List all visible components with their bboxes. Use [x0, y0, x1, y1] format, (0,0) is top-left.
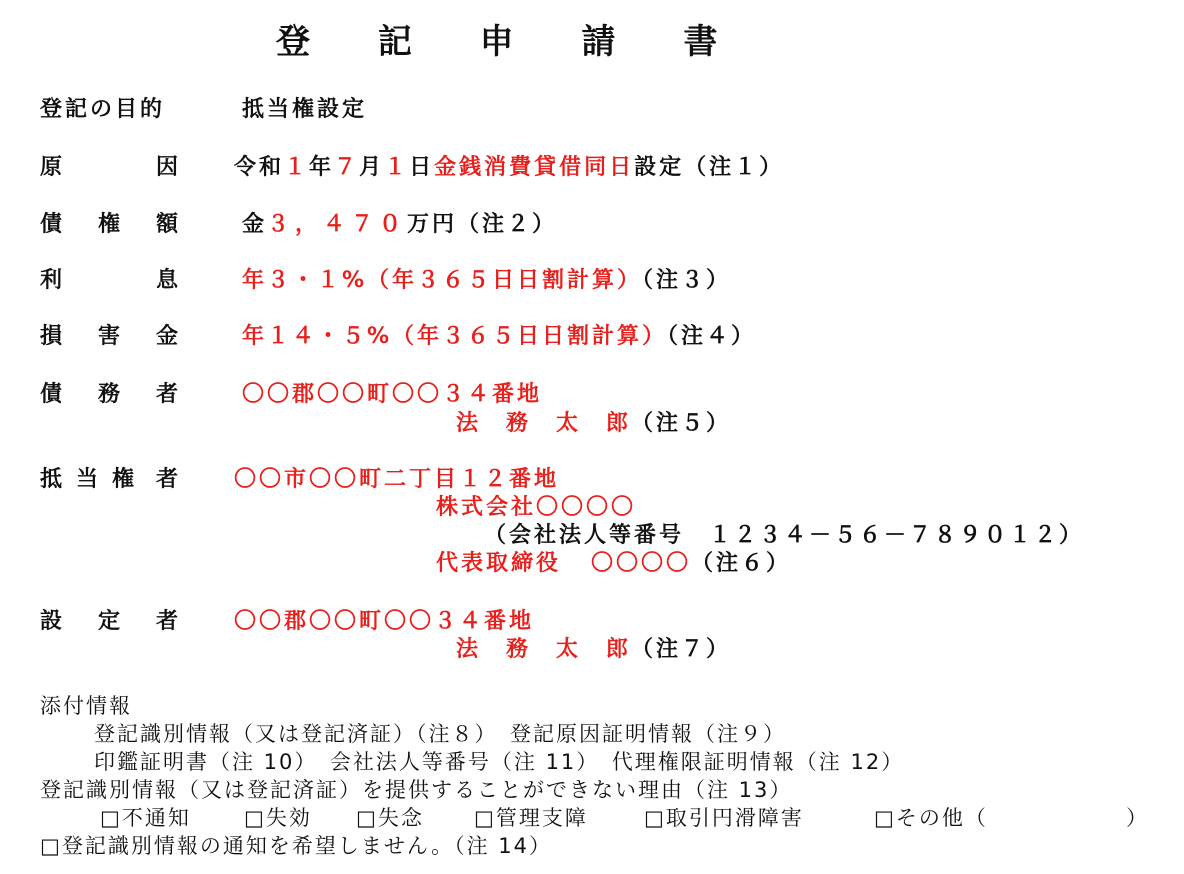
cause-contract: 金銭消費貸借同日: [434, 155, 635, 180]
grantor-address: 〇〇郡〇〇町〇〇３４番地: [234, 609, 535, 634]
mortgagee-company: 株式会社〇〇〇〇: [436, 495, 637, 520]
notice-checkbox[interactable]: □登記識別情報の通知を希望しません。（注 14）: [40, 834, 552, 858]
mortgagee-corp-number: （会社法人等番号 １２３４－５６－７８９０１２）: [484, 523, 1085, 548]
reason-heading: 登記識別情報（又は登記済証）を提供することができない理由（注 13）: [40, 778, 793, 802]
reason-option-other[interactable]: □その他（: [874, 806, 988, 830]
interest-value: 年３・１%（年３６５日日割計算）（注３）: [242, 268, 732, 293]
reason-option-transaction[interactable]: □取引円滑障害: [644, 806, 804, 830]
cause-value: 令和１年７月１日金銭消費貸借同日設定（注１）: [234, 155, 785, 180]
purpose-value: 抵当権設定: [242, 97, 368, 122]
claim-value: 金３，４７０万円（注２）: [242, 212, 558, 237]
claim-amount: ３，４７０: [267, 212, 408, 237]
reason-option-other-close: ）: [1126, 806, 1149, 830]
attachments-line-1: 登記識別情報（又は登記済証）（注８） 登記原因証明情報（注９）: [94, 722, 786, 746]
purpose-label: 登記の目的: [40, 97, 166, 122]
damages-value: 年１４・５%（年３６５日日割計算）（注４）: [242, 324, 757, 349]
attachments-line-2: 印鑑証明書（注 10） 会社法人等番号（注 11） 代理権限証明情報（注 12）: [94, 750, 905, 774]
reason-option-not-notified[interactable]: □不通知: [100, 806, 191, 830]
reason-option-expired[interactable]: □失効: [244, 806, 312, 830]
debtor-address: 〇〇郡〇〇町〇〇３４番地: [242, 382, 543, 407]
grantor-name: 法 務 太 郎（注７）: [456, 637, 732, 662]
application-form: 登 記 申 請 書 登記の目的 抵当権設定 原 因 令和１年７月１日金銭消費貸借同日設定（注１） 債 権 額 金３，４７０万円（注２） 利 息 年３・１%（年３６５日日割計算）（注３） 損 害 金 年１４・５%（年３６５日日割計算）（注４） 債 務 者 〇〇郡〇〇町〇〇３４番地 法 務 太 郎（注５） 抵 当 権 者 〇〇市〇〇町二丁目１２番地 株式会社〇〇〇〇 （会社法人等番号 １２３４－５６－７８９０１２） 代表取締役 〇〇〇〇（注６） 設 定 者 〇〇郡〇〇町〇〇３４番地 法 務 太 郎（注７） 添付情報 登記識別情報（又は登記済証）（注８） 登記原因証明情報（注９） 印鑑証明書（注 10） 会社法人等番号（注 11） 代理権限証明情報（注 12） 登記識別情報（又は登記済証）を提供することができない理由（注 13） □不通知 □失効 □失念 □管理支障 □取引円滑障害 □その他（ ） □登記識別情報の通知を希望しません。（注 14）: [0, 0, 1184, 874]
debtor-name: 法 務 太 郎（注５）: [456, 411, 732, 436]
document-title: 登 記 申 請 書: [276, 22, 746, 62]
reason-option-forgotten[interactable]: □失念: [356, 806, 424, 830]
reason-option-management[interactable]: □管理支障: [474, 806, 588, 830]
attachments-heading: 添付情報: [40, 694, 132, 718]
mortgagee-representative: 代表取締役 〇〇〇〇（注６）: [436, 551, 792, 576]
mortgagee-address: 〇〇市〇〇町二丁目１２番地: [234, 467, 560, 492]
